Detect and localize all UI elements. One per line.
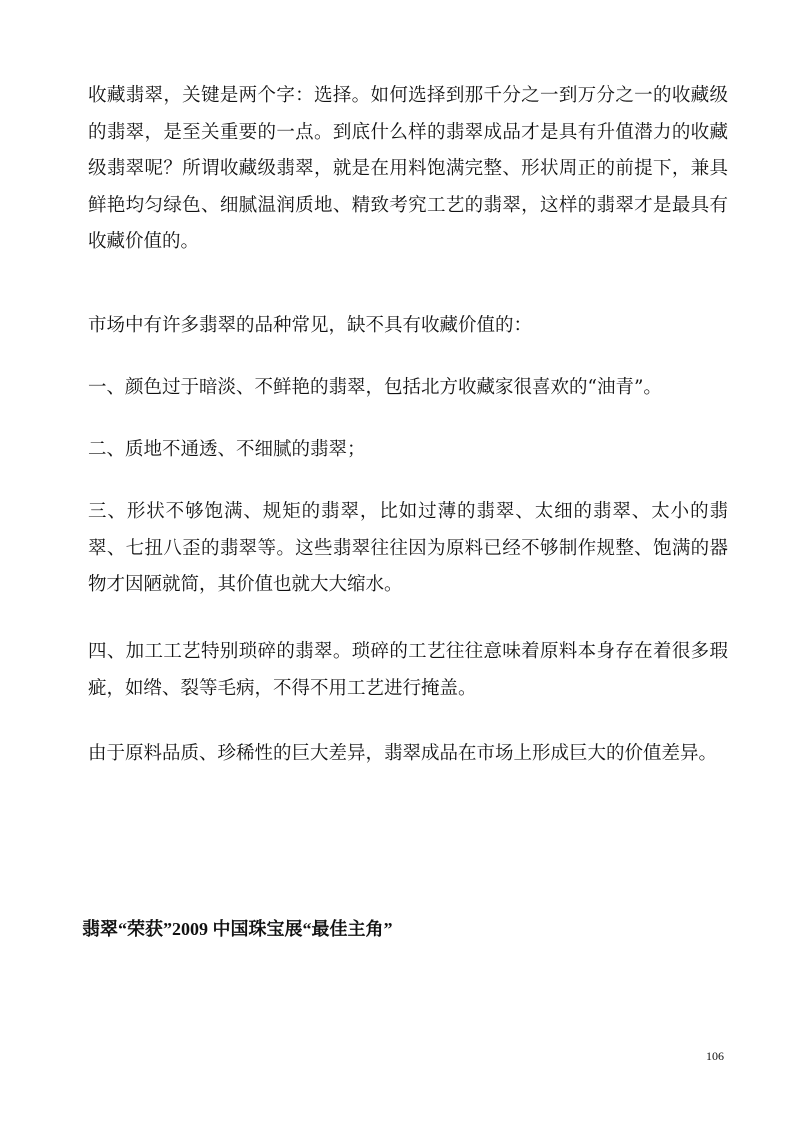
page-number: 106: [706, 1049, 724, 1063]
section-heading: 翡翠“荣获”2009 中国珠宝展“最佳主角”: [82, 919, 393, 939]
paragraph-point-four: 四、加工工艺特别琐碎的翡翠。琐碎的工艺往往意味着原料本身存在着很多瑕疵，如绺、裂等毛病，不得不用工艺进行掩盖。: [88, 641, 728, 699]
paragraph-market-varieties: 市场中有许多翡翠的品种常见，缺不具有收藏价值的：: [88, 315, 533, 336]
paragraph-point-three: 三、形状不够饱满、规矩的翡翠，比如过薄的翡翠、太细的翡翠、太小的翡翠、七扭八歪的翡翠等。这些翡翠往往因为原料已经不够制作规整、饱满的器物才因陋就简，其价值也就大大缩水。: [88, 501, 728, 595]
paragraph-collecting-intro: 收藏翡翠，关键是两个字：选择。如何选择到那千分之一到万分之一的收藏级的翡翠，是至关重要的一点。到底什么样的翡翠成品才是具有升值潜力的收藏级翡翠呢？所谓收藏级翡翠，就是在用料饱满完整、形状周正的前提下，兼具鲜艳均匀绿色、细腻温润质地、精致考究工艺的翡翠，这样的翡翠才是最具有收藏价值的。: [88, 85, 728, 252]
paragraph-point-two: 二、质地不通透、不细腻的翡翠；: [88, 439, 366, 460]
paragraph-value-difference: 由于原料品质、珍稀性的巨大差异，翡翠成品在市场上形成巨大的价值差异。: [88, 743, 718, 764]
paragraph-point-one: 一、颜色过于暗淡、不鲜艳的翡翠，包括北方收藏家很喜欢的“油青”。: [88, 377, 662, 398]
